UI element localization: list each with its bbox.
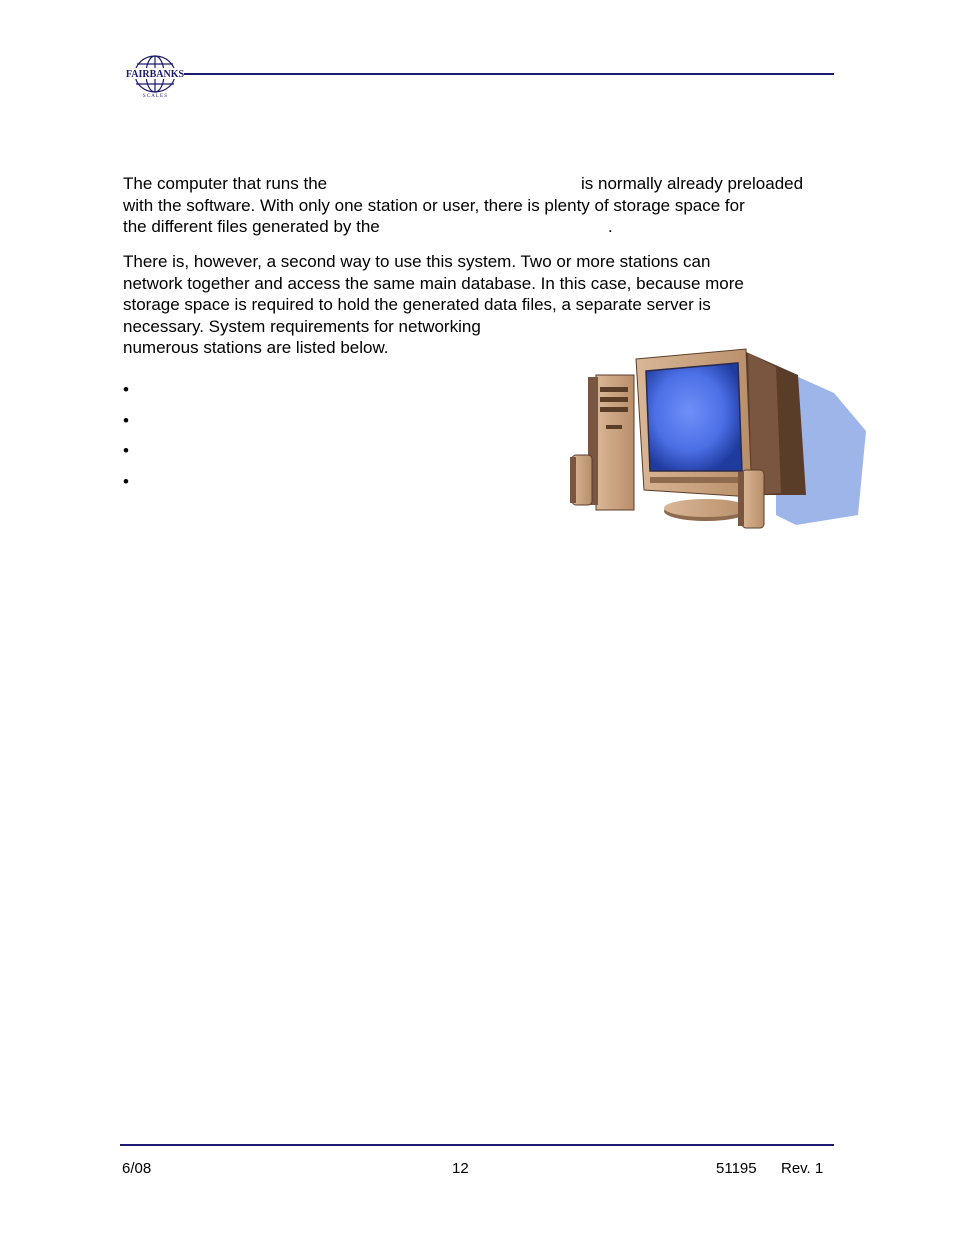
footer-rule xyxy=(120,1144,834,1146)
bullet-icon: • xyxy=(123,410,129,430)
paragraph-1 xyxy=(123,173,833,238)
paragraph-2 xyxy=(123,251,833,359)
paragraph-2-line-5: numerous stations are listed below. xyxy=(123,338,389,358)
logo-wordmark: FAIRBANKS xyxy=(125,69,185,80)
computer-illustration xyxy=(566,345,870,535)
paragraph-2-line-3: storage space is required to hold the generated data files, a separate server is xyxy=(123,295,711,315)
requirements-list xyxy=(123,380,129,502)
paragraph-1-line-1a: The computer that runs the xyxy=(123,174,328,193)
paragraph-1-line-3a: the different files generated by the xyxy=(123,217,380,237)
doc-number: 51195 xyxy=(716,1160,757,1177)
list-item xyxy=(123,472,129,503)
paragraph-2-line-1: There is, however, a second way to use this system. Two or more stations can xyxy=(123,252,711,271)
page-number: 12 xyxy=(452,1160,469,1177)
revision: Rev. 1 xyxy=(781,1160,824,1177)
paragraph-1-line-1b: is normally already preloaded xyxy=(581,174,804,193)
paragraph-2-line-2: network together and access the same main database. In this case, because more xyxy=(123,273,744,293)
fairbanks-logo xyxy=(124,54,186,98)
list-item xyxy=(123,441,129,472)
list-item xyxy=(123,380,129,411)
header-rule xyxy=(184,73,834,75)
bullet-icon: • xyxy=(123,380,129,399)
paragraph-1-line-3b: . xyxy=(608,217,613,237)
bullet-icon: • xyxy=(123,441,129,460)
logo-subtext: S C A L E S xyxy=(142,94,168,98)
paragraph-1-line-2: with the software. With only one station or user, there is plenty of storage space for xyxy=(123,195,745,215)
footer-date: 6/08 xyxy=(122,1160,152,1177)
paragraph-2-line-4: necessary. System requirements for networking xyxy=(123,316,481,336)
list-item xyxy=(123,411,129,442)
bullet-icon: • xyxy=(123,471,129,491)
